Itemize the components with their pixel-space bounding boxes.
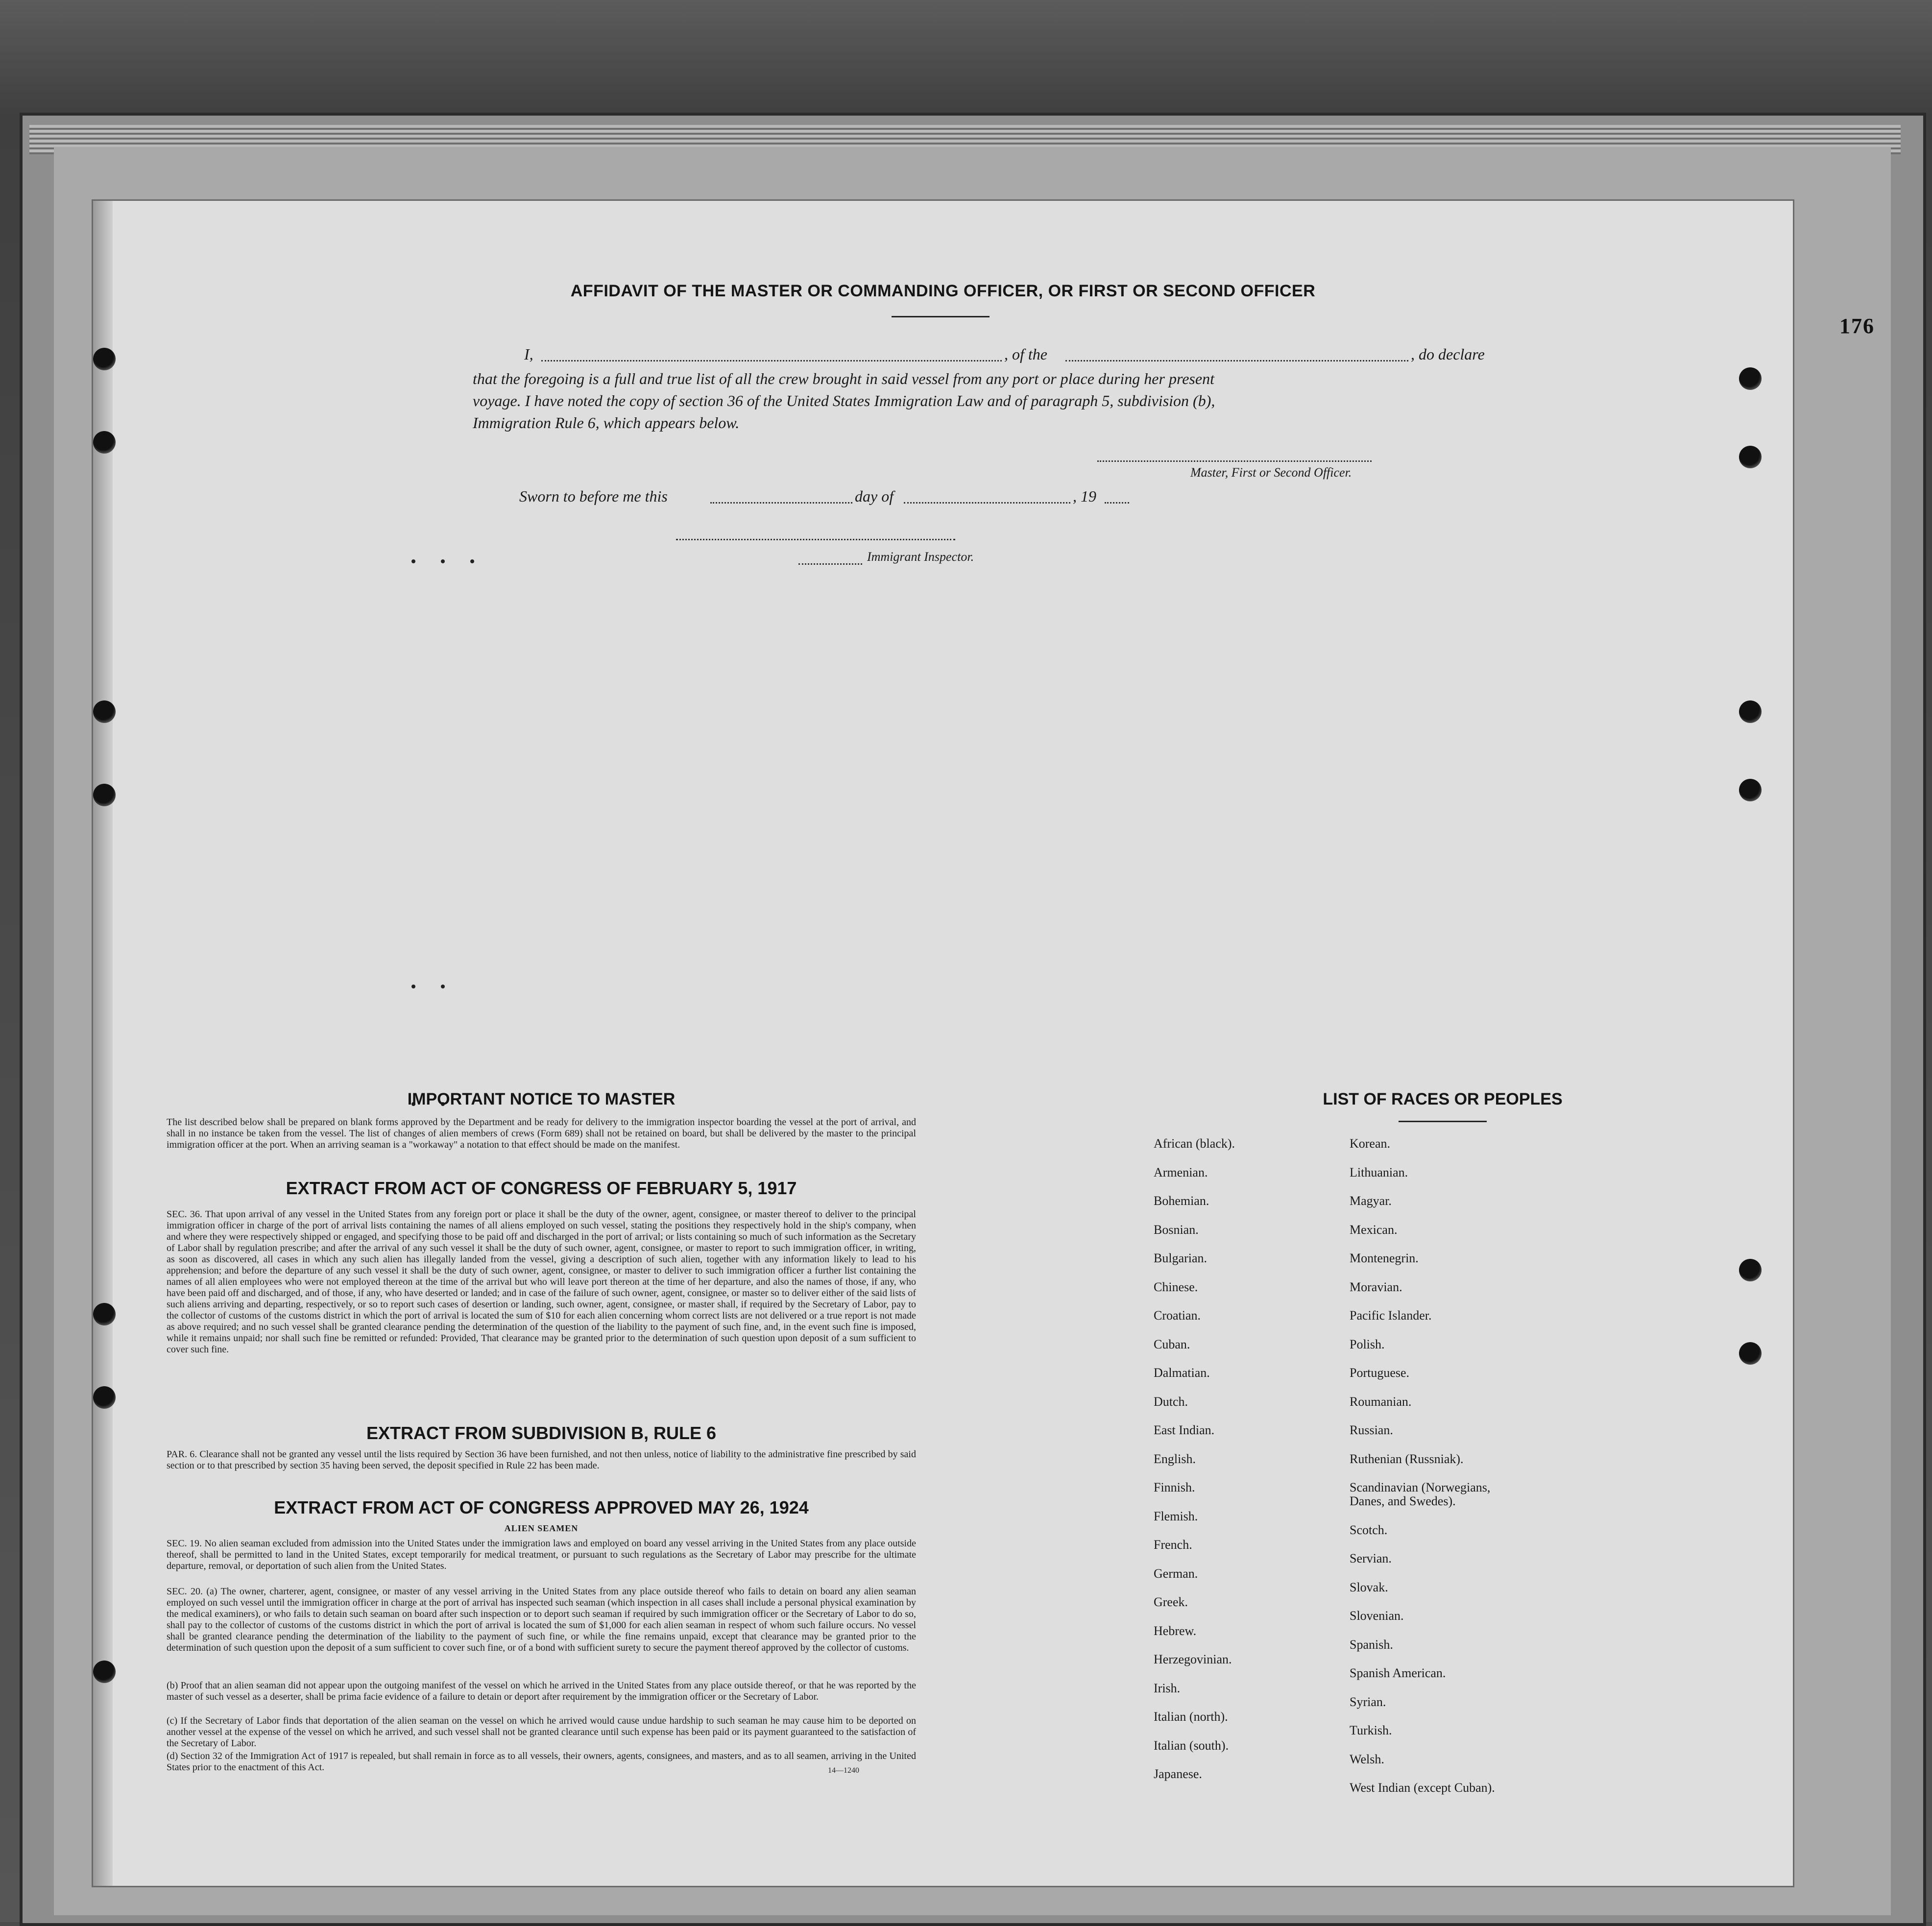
race-item: Italian (south).	[1154, 1738, 1229, 1753]
affidavit-line1-do-declare: , do declare	[1411, 345, 1485, 363]
race-item: Spanish American.	[1350, 1666, 1446, 1680]
signature-caption: Master, First or Second Officer.	[1190, 465, 1352, 480]
binder-hole-left-7	[93, 1661, 116, 1683]
binder-hole-right-6	[1739, 1342, 1762, 1365]
race-item: Hebrew.	[1154, 1623, 1197, 1638]
race-item: Spanish.	[1350, 1637, 1393, 1652]
race-item: Chinese.	[1154, 1279, 1198, 1294]
page-number: 176	[1839, 314, 1875, 338]
officer-signature-line	[1097, 460, 1372, 462]
binder-hole-left-1	[93, 348, 116, 370]
sworn-month-blank	[904, 502, 1070, 504]
race-item: Mexican.	[1350, 1222, 1398, 1237]
pencil-mark	[441, 985, 445, 988]
affidavit-line3: voyage. I have noted the copy of section 36 of the United States Immigration Law and of paragraph 5, subdivision (b),	[473, 392, 1215, 409]
race-item: Moravian.	[1350, 1279, 1402, 1294]
affidavit-line4: Immigration Rule 6, which appears below.	[473, 414, 740, 432]
race-item: Japanese.	[1154, 1767, 1202, 1781]
race-item: Syrian.	[1350, 1694, 1386, 1709]
pencil-mark	[441, 559, 445, 563]
manifest-page	[93, 201, 1793, 1886]
pencil-mark	[470, 559, 474, 563]
notice-body: The list described below shall be prepared on blank forms approved by the Department and be ready for delivery to the immigration inspector boarding the vessel at the port of arrival, and shall in no instance be taken from the vessel. The list of changes of alien members of crews (Form 689) shall not be retained on board, but shall be delivered by the master to the principal immigration officer at the port. When an arriving seaman is a "workaway" a notation to that effect should be made on the manifest.	[167, 1117, 916, 1150]
extract-1917-body: SEC. 36. That upon arrival of any vessel in the United States from any foreign port or place it shall be the duty of the owner, agent, consignee, or master thereof to deliver to the principal immigration officer in charge of the port of arrival lists containing the names of all aliens employed on such vessel, stating the positions they respectively hold in the ship's company, when and where they were respectively shipped or engaged, and specifying those to be paid off and discharged in the port of arrival; or lists containing so much of such information as the Secretary of Labor shall by regulation prescribe; and after the arrival of any such vessel it shall be the duty of such owner, agent, consignee, or master to report to such immigration officer, in writing, as soon as discovered, all cases in which any such alien has illegally landed from the vessel, giving a description of such alien, together with any information likely to lead to his apprehension; and before the departure of any such vessel it shall be the duty of such owner, agent, consignee, or master to deliver to such immigration officer a further list containing the names of all alien employees who were not employed thereon at the time of the arrival but who will leave port thereon at the time of her departure, and also the names of those, if any, who have been paid off and discharged, and of those, if any, who have deserted or landed; and in case of the failure of such owner, agent, consignee, or master so to deliver either of the said lists of such aliens arriving and departing, respectively, or so to report such cases of desertion or landing, such owner, agent, consignee, or master shall, if required by the Secretary of Labor, pay to the collector of customs of the customs district in which the port of arrival is located the sum of $10 for each alien concerning whom correct lists are not delivered or a true report is not made as above required; and no such vessel shall be granted clearance pending the determination of the question of the liability to the payment of such fine, and, in the event such fine is imposed, while it remains unpaid; nor shall such fine be remitted or refunded: Provided, That clearance may be granted prior to the determination of such question upon deposit of a sum sufficient to cover such fine.	[167, 1209, 916, 1355]
affidavit-line1-of-the: , of the	[1004, 345, 1047, 363]
race-item: English.	[1154, 1451, 1196, 1466]
race-item: Welsh.	[1350, 1752, 1384, 1766]
binder-hole-right-3	[1739, 700, 1762, 723]
vessel-blank	[1065, 360, 1408, 361]
race-item: Ruthenian (Russniak).	[1350, 1451, 1464, 1466]
race-item: Roumanian.	[1350, 1394, 1412, 1409]
races-title-rule	[1399, 1121, 1487, 1122]
sworn-day-of: day of	[855, 487, 894, 505]
race-item: Polish.	[1350, 1337, 1385, 1351]
race-item: Magyar.	[1350, 1194, 1392, 1208]
race-item: Pacific Islander.	[1350, 1308, 1432, 1323]
race-item: Slovenian.	[1350, 1609, 1404, 1623]
race-item: German.	[1154, 1566, 1198, 1581]
extract-1924-sec19: SEC. 19. No alien seaman excluded from admission into the United States under the immigration laws and employed on board any vessel arriving in the United States from any place outside thereof, shall be permitted to land in the United States, except temporarily for medical treatment, or pursuant to such regulations as the Secretary of Labor may prescribe for the ultimate departure, removal, or deportation of such alien from the United States.	[167, 1538, 916, 1571]
inspector-signature-line	[676, 539, 955, 540]
race-item: Scandinavian (Norwegians,	[1350, 1480, 1491, 1494]
race-item: Finnish.	[1154, 1480, 1195, 1494]
race-item: Bohemian.	[1154, 1194, 1209, 1208]
extract-1917-title: EXTRACT FROM ACT OF CONGRESS OF FEBRUARY 5, 1917	[286, 1178, 797, 1198]
affidavit-title-rule	[892, 316, 990, 317]
race-item: West Indian (except Cuban).	[1350, 1781, 1495, 1795]
affidavit-title: AFFIDAVIT OF THE MASTER OR COMMANDING OFFICER, OR FIRST OR SECOND OFFICER	[570, 282, 1316, 300]
race-item: Servian.	[1350, 1551, 1392, 1565]
extract-1924-sec20a: SEC. 20. (a) The owner, charterer, agent, consignee, or master of any vessel arriving in the United States from any place outside thereof who fails to detain on board any alien seaman employed on such vessel until the immigration officer in charge at the port of arrival has inspected such seaman (which inspection in all cases shall include a personal physical examination by the medical examiners), or who fails to detain such seaman on board after such inspection or to deport such seaman if required by such immigration officer or the Secretary of Labor to do so, shall pay to the collector of customs of the customs district in which the port of arrival is located the sum of $1,000 for each alien seaman in respect of whom such failure occurs. No vessel shall be granted clearance pending the determination of the liability to the payment of such fine, or while the fine remains unpaid, except that clearance may be granted prior to the determination of such question upon the deposit of a sum sufficient to cover such fine, or of a bond with sufficient surety to secure the payment thereof approved by the collector of customs.	[167, 1586, 916, 1653]
binder-hole-left-4	[93, 784, 116, 806]
rule6-title: EXTRACT FROM SUBDIVISION B, RULE 6	[366, 1423, 717, 1443]
inspector-signature-line-2	[798, 563, 862, 565]
race-item: Dutch.	[1154, 1394, 1188, 1409]
extract-1924-title: EXTRACT FROM ACT OF CONGRESS APPROVED MAY 26, 1924	[274, 1497, 809, 1517]
race-item: East Indian.	[1154, 1423, 1215, 1437]
extract-1924-subtitle: ALIEN SEAMEN	[504, 1523, 579, 1533]
race-item: Bosnian.	[1154, 1222, 1199, 1237]
form-number: 14—1240	[828, 1766, 859, 1775]
race-item: African (black).	[1154, 1136, 1235, 1151]
races-title: LIST OF RACES OR PEOPLES	[1323, 1090, 1563, 1108]
race-item: Portuguese.	[1350, 1366, 1410, 1380]
notice-title: IMPORTANT NOTICE TO MASTER	[407, 1090, 676, 1108]
race-item: French.	[1154, 1538, 1192, 1552]
race-item: Bulgarian.	[1154, 1251, 1208, 1265]
extract-1924-sec20c: (c) If the Secretary of Labor finds that deportation of the alien seaman on the vessel on which he arrived would cause undue hardship to such seaman he may cause him to be deported on another vessel at the expense of the vessel on which he arrived, and such vessel shall not be granted clearance until such expense has been paid or its payment guaranteed to the satisfaction of the Secretary of Labor.	[167, 1715, 916, 1749]
race-item: Lithuanian.	[1350, 1165, 1408, 1180]
affidavit-line2: that the foregoing is a full and true list of all the crew brought in said vessel from any port or place during her present	[473, 370, 1214, 387]
extract-1924-sec20d: (d) Section 32 of the Immigration Act of 1917 is repealed, but shall remain in force as to all vessels, their owners, agents, consignees, and masters, and as to all seamen, arriving in the United States prior to the enactment of this Act.	[167, 1751, 916, 1773]
binder-hole-left-6	[93, 1386, 116, 1409]
race-item: Croatian.	[1154, 1308, 1201, 1323]
race-item: Korean.	[1350, 1136, 1391, 1151]
binder-hole-left-5	[93, 1303, 116, 1325]
pencil-mark	[411, 985, 415, 988]
race-item: Montenegrin.	[1350, 1251, 1419, 1265]
extract-1924-sec20b: (b) Proof that an alien seaman did not appear upon the outgoing manifest of the vessel on which he arrived in the United States from any place outside thereof, or that he was reported by the master of such vessel as a deserter, shall be prima facie evidence of a failure to detain or deport after requirement by the immigration officer or the Secretary of Labor.	[167, 1680, 916, 1702]
race-item: Scotch.	[1350, 1522, 1388, 1537]
name-blank	[541, 360, 1002, 361]
race-item: Flemish.	[1154, 1509, 1198, 1523]
binder-hole-left-2	[93, 431, 116, 454]
race-item: Turkish.	[1350, 1723, 1392, 1737]
race-item: Dalmatian.	[1154, 1366, 1210, 1380]
race-item: Irish.	[1154, 1681, 1181, 1695]
rule6-body: PAR. 6. Clearance shall not be granted any vessel until the lists required by Section 36 have been furnished, and not then unless, notice of liability to the administrative fine prescribed by said section or to that prescribed by section 35 having been served, the deposit specified in Rule 22 has been made.	[167, 1449, 916, 1471]
race-item: Danes, and Swedes).	[1350, 1494, 1456, 1508]
sworn-prefix: Sworn to before me this	[519, 487, 668, 505]
sworn-year-blank	[1105, 502, 1129, 504]
pencil-mark	[411, 559, 415, 563]
binder-hole-right-1	[1739, 367, 1762, 390]
binder-hole-left-3	[93, 700, 116, 723]
binder-hole-right-2	[1739, 446, 1762, 468]
sworn-year: , 19	[1073, 487, 1096, 505]
race-item: Italian (north).	[1154, 1709, 1228, 1724]
binder-hole-right-5	[1739, 1259, 1762, 1281]
inspector-caption: Immigrant Inspector.	[867, 550, 974, 564]
sworn-date-blank	[710, 502, 852, 504]
race-item: Slovak.	[1350, 1580, 1388, 1594]
binder-hole-right-4	[1739, 779, 1762, 801]
race-item: Cuban.	[1154, 1337, 1190, 1351]
race-item: Herzegovinian.	[1154, 1652, 1232, 1666]
race-item: Armenian.	[1154, 1165, 1208, 1180]
affidavit-line1-i: I,	[524, 345, 533, 363]
race-item: Greek.	[1154, 1595, 1188, 1609]
race-item: Russian.	[1350, 1423, 1393, 1437]
